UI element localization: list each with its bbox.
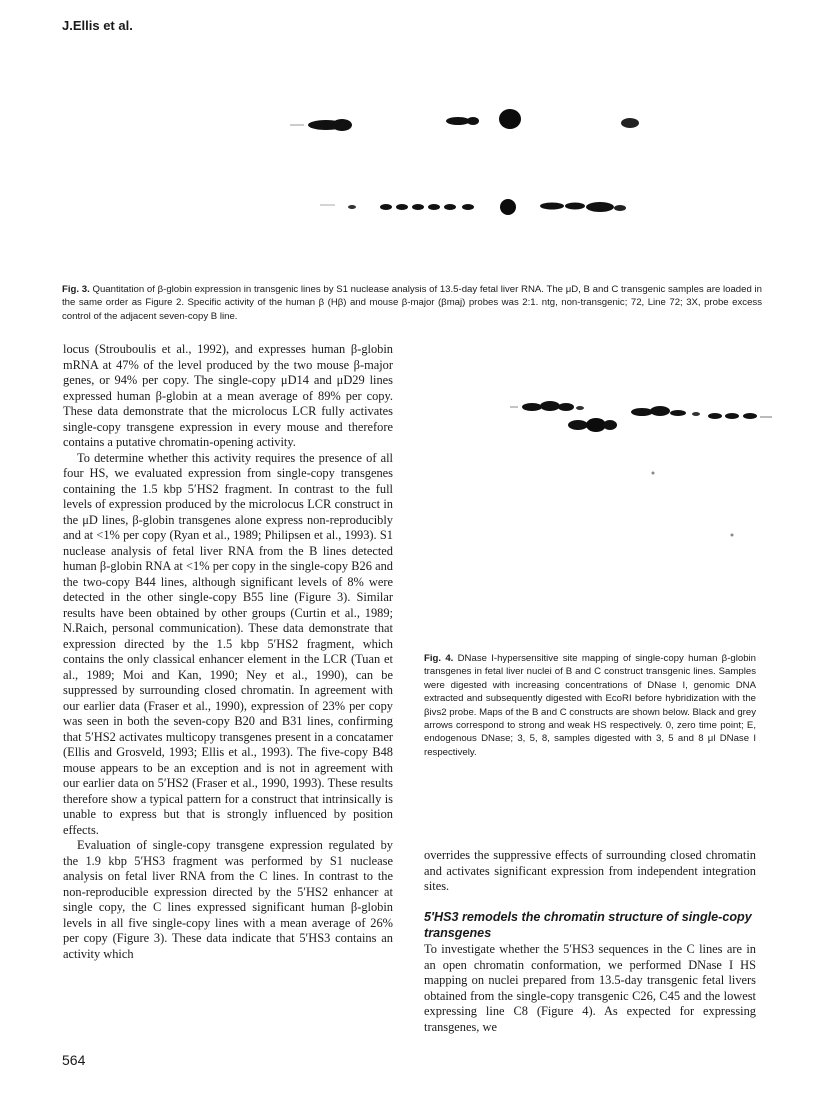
- figure4-gel-image: [510, 385, 790, 545]
- figure3-caption-label: Fig. 3.: [62, 284, 90, 295]
- figure3-caption: [62, 283, 762, 323]
- body-paragraph: To investigate whether the 5′HS3 sequences in the C lines are in an open chromatin conformation, we performed DNase I HS mapping on nuclei prepared from 13.5-day transgenic fetal livers obtained from the single-copy transgenic C26, C45 and the lowest expressing line C8 (Figure 4). As expected for expressing transgenes, we: [424, 942, 756, 1034]
- body-paragraph: locus (Strouboulis et al., 1992), and expresses human β-globin mRNA at 47% of the level produced by the two mouse β-major genes, or 94% per copy. The single-copy μD14 and μD29 lines expressed human β-globin at a mean average of 89% per copy. These data demonstrate that the microlocus LCR fully activates single-copy transgene expression in every mouse and therefore contains a putative chromatin-opening activity.: [63, 342, 393, 449]
- body-paragraph: Evaluation of single-copy transgene expression regulated by the 1.9 kbp 5′HS3 fragment was performed by S1 nuclease analysis on fetal liver RNA from the C lines. In contrast to the non-reproducible expression directed by the 5′HS2 enhancer at single copy, the C lines expressed significant human β-globin levels in all five single-copy lines with a mean average of 26% per copy (Figure 3). These data indicate that 5′HS3 contains an activity which: [63, 838, 393, 961]
- figure4-caption: [424, 652, 756, 759]
- left-text-column: [63, 342, 393, 962]
- right-text-column-bottom: [424, 942, 756, 1035]
- running-head: J.Ellis et al.: [62, 18, 133, 33]
- body-paragraph: overrides the suppressive effects of surrounding closed chromatin and activates significant expression from independent integration sites.: [424, 848, 756, 893]
- body-paragraph: To determine whether this activity requires the presence of all four HS, we evaluated expression from single-copy transgenes containing the 1.5 kbp 5′HS2 fragment. In contrast to the full levels of expression produced by the microlocus LCR construct in the μD lines, β-globin transgenes alone express non-reproducibly and at <1% per copy (Ryan et al., 1989; Philipsen et al., 1993). S1 nuclease analysis of fetal liver RNA from the B lines detected human β-globin RNA at <1% per copy in the single-copy B26 and the two-copy B44 lines, although significant levels of 8% were detected in the other single-copy B55 line (Figure 3). Similar results have been obtained by other groups (Curtin et al., 1989; N.Raich, personal communication). These data demonstrate that expression directed by the 1.5 kbp 5′HS2 fragment, which contains the only classical enhancer element in the LCR (Tuan et al., 1989; Moi and Kan, 1990; Ney et al., 1990), can be suppressed by surrounding closed chromatin. In agreement with our earlier data (Fraser et al., 1990), expression of 23% per copy was seen in both the seven-copy B20 and B31 lines, confirming that 5′HS2 activates multicopy transgenes present in a concatamer (Ellis and Grosveld, 1993; Ellis et al., 1993). The five-copy B48 mouse appears to be an exception and is not in agreement with our earlier data on 5′HS2 (Fraser et al., 1990, 1993). These results therefore show a typical pattern for a construct that intrinsically is unable to express but that is strongly influenced by position effects.: [63, 450, 393, 837]
- section-heading: 5′HS3 remodels the chromatin structure of single-copy transgenes: [424, 910, 752, 940]
- figure3-caption-text: Quantitation of β-globin expression in transgenic lines by S1 nuclease analysis of 13.5-day fetal liver RNA. The μD, B and C transgenic samples are loaded in the same order as Figure 2. Specific activity of the human β (Hβ) and mouse β-major (βmaj) probes was 2:1. ntg, non-transgenic; 72, Line 72; 3X, probe excess control of the adjacent seven-copy B line.: [62, 284, 762, 322]
- page-number: 564: [62, 1052, 86, 1068]
- figure4-caption-text: DNase I-hypersensitive site mapping of single-copy human β-globin transgenes in fetal liver nuclei of B and C construct transgenic lines. Samples were digested with increasing concentrations of DNase I, genomic DNA extracted and subsequently digested with EcoRI before hybridization with the βivs2 probe. Maps of the B and C constructs are shown below. Black and grey arrows correspond to strong and weak HS respectively. 0, zero time point; E, endogenous DNase; 3, 5, 8, samples digested with 3, 5 and 8 μl DNase I respectively.: [424, 653, 757, 758]
- right-text-column-top: [424, 848, 756, 895]
- figure4-caption-label: Fig. 4.: [424, 653, 454, 664]
- figure3-gel-image: [290, 95, 660, 225]
